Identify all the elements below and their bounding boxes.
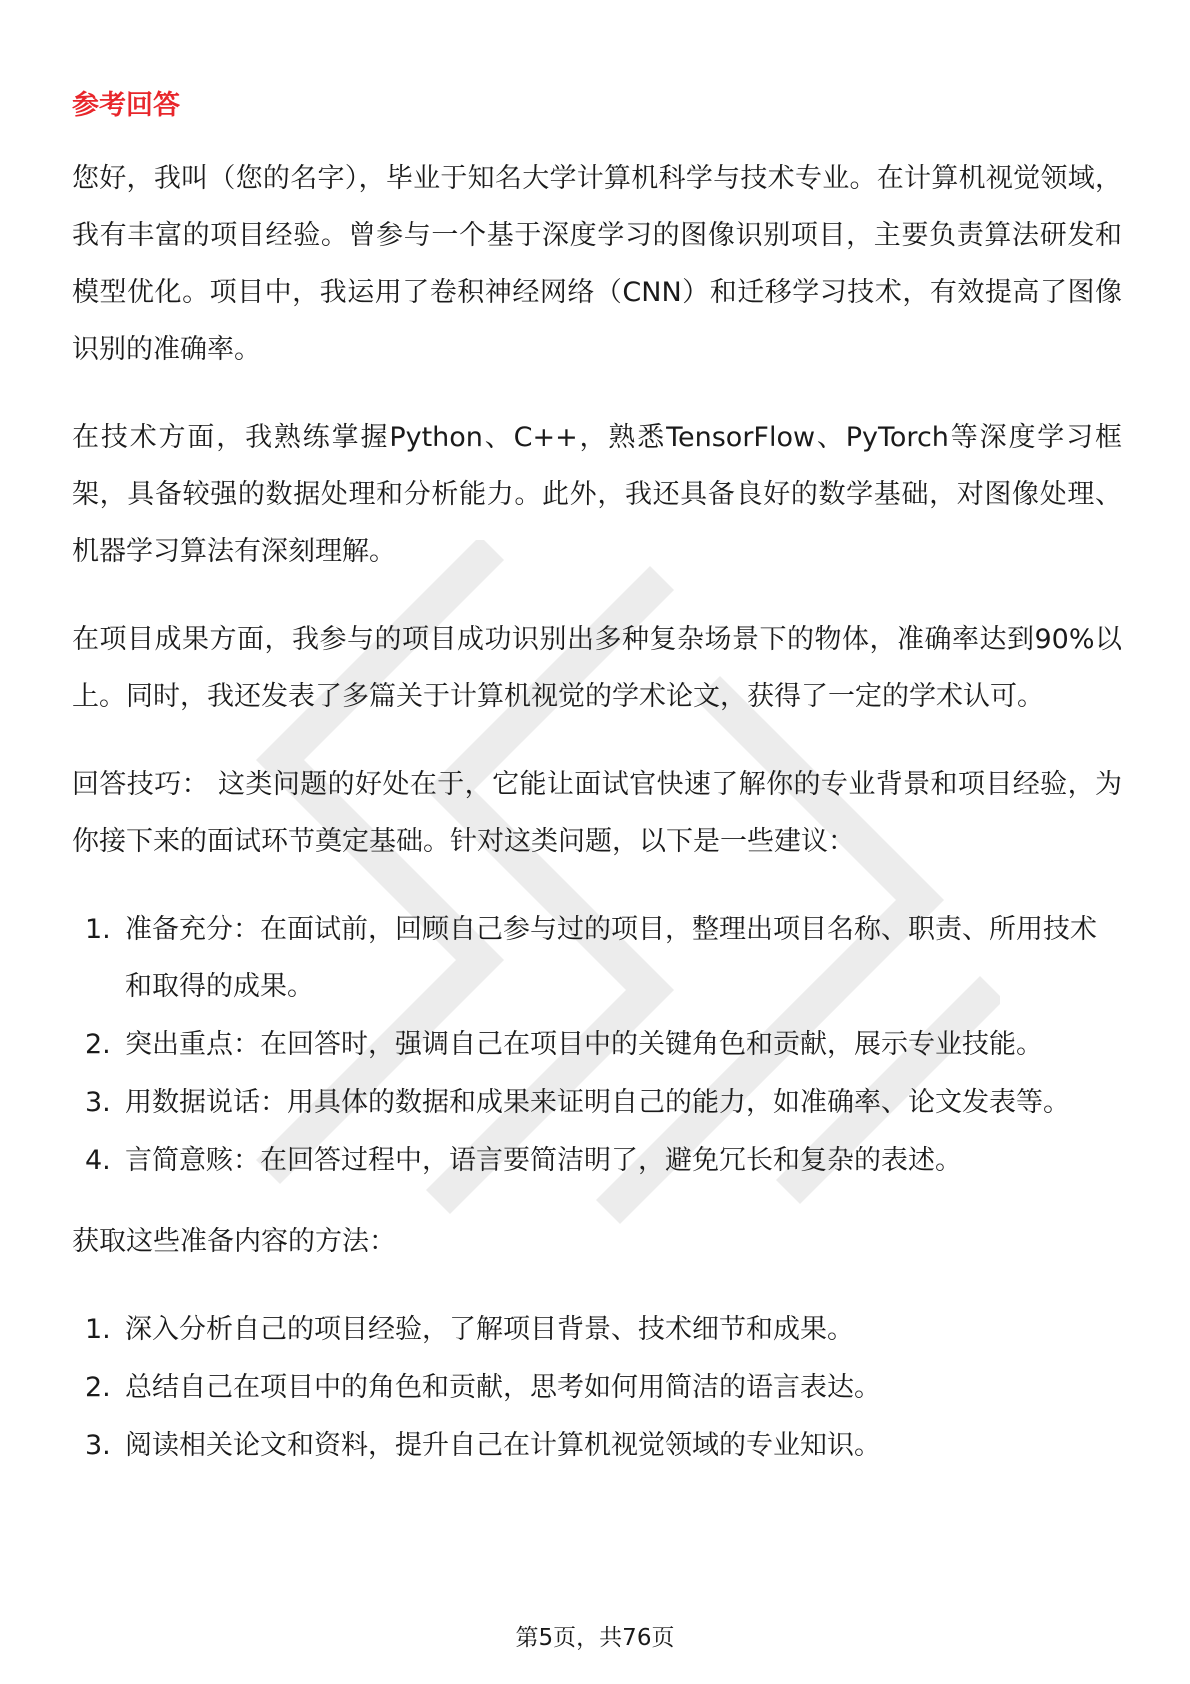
list-number: 4. xyxy=(85,1145,111,1176)
list-item-text: 突出重点：在回答时，强调自己在项目中的关键角色和贡献，展示专业技能。 xyxy=(125,1029,1043,1060)
list-item-text: 深入分析自己的项目经验，了解项目背景、技术细节和成果。 xyxy=(125,1314,854,1345)
intro-paragraph: 您好，我叫（您的名字），毕业于知名大学计算机科学与技术专业。在计算机视觉领域，我有丰富的项目经验。曾参与一个基于深度学习的图像识别项目，主要负责算法研发和模型优化。项目中，我运用了卷积神经网络（CNN）和迁移学习技术，有效提高了图像识别的准确率。 xyxy=(72,163,1122,365)
list-item-text: 言简意赅：在回答过程中，语言要简洁明了，避免冗长和复杂的表述。 xyxy=(125,1145,962,1176)
list-item-text: 准备充分：在面试前，回顾自己参与过的项目，整理出项目名称、职责、所用技术和取得的成果。 xyxy=(125,914,1097,1002)
methods-list xyxy=(72,1301,1122,1474)
list-number: 2. xyxy=(85,1372,111,1403)
list-item xyxy=(72,1417,1122,1474)
list-item xyxy=(72,1359,1122,1416)
list-number: 2. xyxy=(85,1029,111,1060)
list-item-text: 用数据说话：用具体的数据和成果来证明自己的能力，如准确率、论文发表等。 xyxy=(125,1087,1070,1118)
content-area xyxy=(72,88,1122,1498)
list-item xyxy=(72,1301,1122,1358)
tips-list xyxy=(72,901,1122,1189)
list-number: 1. xyxy=(85,1314,111,1345)
list-number: 3. xyxy=(85,1430,111,1461)
list-number: 1. xyxy=(85,914,111,945)
list-item xyxy=(72,1132,1122,1189)
list-item xyxy=(72,901,1122,1015)
page-footer: 第5页，共76页 xyxy=(515,1625,675,1651)
tech-paragraph: 在技术方面，我熟练掌握Python、C++，熟悉TensorFlow、PyTorch等深度学习框架，具备较强的数据处理和分析能力。此外，我还具备良好的数学基础，对图像处理、机器学习算法有深刻理解。 xyxy=(72,422,1122,567)
list-item-text: 阅读相关论文和资料，提升自己在计算机视觉领域的专业知识。 xyxy=(125,1430,881,1461)
methods-title: 获取这些准备内容的方法： xyxy=(72,1226,396,1257)
results-paragraph: 在项目成果方面，我参与的项目成功识别出多种复杂场景下的物体，准确率达到90%以上。同时，我还发表了多篇关于计算机视觉的学术论文，获得了一定的学术认可。 xyxy=(72,624,1122,712)
list-item-text: 总结自己在项目中的角色和贡献，思考如何用简洁的语言表达。 xyxy=(125,1372,881,1403)
tips-paragraph: 回答技巧： 这类问题的好处在于，它能让面试官快速了解你的专业背景和项目经验，为你接下来的面试环节奠定基础。针对这类问题，以下是一些建议： xyxy=(72,769,1122,857)
list-number: 3. xyxy=(85,1087,111,1118)
list-item xyxy=(72,1074,1122,1131)
list-item xyxy=(72,1016,1122,1073)
section-heading: 参考回答 xyxy=(72,90,180,121)
